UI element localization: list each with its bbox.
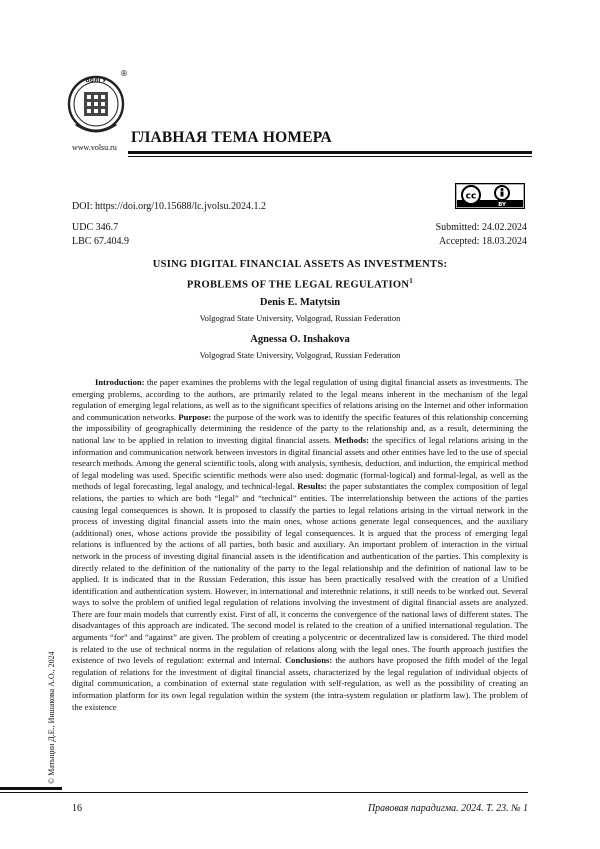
author-name: Agnessa O. Inshakova [250,334,350,345]
doi[interactable]: DOI: https://doi.org/10.15688/lc.jvolsu.2024.1.2 [72,201,266,212]
cc-by-license-icon[interactable] [455,183,525,209]
site-url[interactable]: www.volsu.ru [72,143,117,152]
footnote-mark[interactable]: 1 [409,277,414,285]
lbc: LBC 67.404.9 [72,236,129,247]
submission-dates [436,221,527,249]
university-logo [66,68,130,144]
introduction-label: Introduction: [95,377,145,387]
section-title: ГЛАВНАЯ ТЕМА НОМЕРА [131,129,332,146]
paper-title [72,257,528,294]
udc: UDC 346.7 [72,222,119,233]
abstract [72,377,528,713]
footer-rule-thick [0,787,62,790]
author-name: Denis E. Matytsin [259,297,341,308]
svg-text:BY: BY [498,202,506,208]
purpose-text: the purpose of the work was to identify the specific features of this relationship concerning the impossibility of geographically determining the residence of the party to the relationship and, as a result, determining the national law to be applied in relation to investing digital financial assets. [72,411,528,445]
accepted-date: Accepted: 18.03.2024 [438,236,527,247]
results-text: the paper substantiates the complex composition of legal relations, the parties to which are both “legal” and “technical” entities. The interrelationship between the actions of the parties causing legal consequences is shown. It is proposed to classify the parties to legal relations arising in the virtual network in the process of investing digital financial assets into the main ones, whose actions generate legal consequences, and the auxiliary (additional) ones, whose actions provide the possibility of legal consequences. It is argued that the process of emerging legal relations is influenced by the actions of all parties, both basic and auxiliary. An important problem of interaction in the virtual network in the process of investing digital financial assets is the identification and authentication of the parties. This complexity is directly related to the definition of the nationality of the party to the legal relationship and the definition of national law to be applied. It is indicated that in the Russian Federation, this issue has been practically resolved with the creation of a Unified identification and authentication system. However, in international and interethnic relations, it still needs to be worked out. Several ways to solve the problem of unified legal regulation of relations involving the investment of digital financial assets are analyzed. There are four main models that currently exist. First of all, it concerns the convergence of the national laws of different states. The disadvantages of this approach are indicated. The second model is related to the creation of a unified international regulation. The arguments “for” and “against” are given. The problem of creating a polycentric or decentralized law is considered. The third model is related to the use of technical norms in the regulation of relations along with the legal ones. The fourth approach justifies the existence of two levels of regulation: external and internal. [72,481,528,666]
footer-rule-left [0,792,62,793]
page-number: 16 [72,803,82,814]
conclusions-text: the authors have proposed the fifth model of the legal regulation of relations for the investment of digital financial assets, characterized by the legal regulation of individual objects of digital communication, a combination of external state regulation with self-regulation, as well as the possibility of creating an information platform for its own legal regulation within the system (the intra-system regulation or platform law). The problem of the existence [72,655,528,712]
conclusions-label: Conclusions: [284,655,333,666]
author-affiliation: Volgograd State University, Volgograd, Russian Federation [199,313,401,323]
svg-text:ВолГУ: ВолГУ [85,77,107,84]
introduction-text: the paper examines the problems with the legal regulation of using digital financial assets as investments. The emerging problems, according to the authors, are primarily related to the legal means inherent in the mechanism of the legal regulation of emerging legal relations, as well as to the significant specifics of relations arising on the Internet and other information and communication networks. [72,377,528,422]
submitted-date: Submitted: 24.02.2024 [435,222,527,233]
classification [72,221,129,249]
svg-text:®: ® [120,69,128,78]
purpose-label: Purpose: [178,411,212,422]
methods-label: Methods: [334,434,369,445]
title-line-1: USING DIGITAL FINANCIAL ASSETS AS INVESTMENTS: [152,259,448,270]
footer-rule [62,792,528,793]
header-rule [128,151,532,154]
author-affiliation: Volgograd State University, Volgograd, Russian Federation [199,350,401,360]
journal-citation: Правовая парадигма. 2024. Т. 23. № 1 [367,803,528,814]
methods-text: the specifics of legal relations arising in the information and communication network between investors in digital financial assets and other entities have led to the use of special research methods. Among the general scientific tools, along with analysis, synthesis, deduction, and induction, the empirical method of legal modeling was used. Specific scientific methods were also used: dogmatic (formal-logical) and formal-legal, as well as the methods of legal forecasting, legal analogy, and technical-legal. [72,434,528,492]
svg-text:cc: cc [465,191,477,202]
results-label: Results: [297,481,327,492]
copyright-notice: © Матыцин Д.Е., Иншакова А.О., 2024 [47,651,56,784]
title-line-2: PROBLEMS OF THE LEGAL REGULATION$^1$ [186,277,414,291]
header-rule-thin [128,156,532,157]
